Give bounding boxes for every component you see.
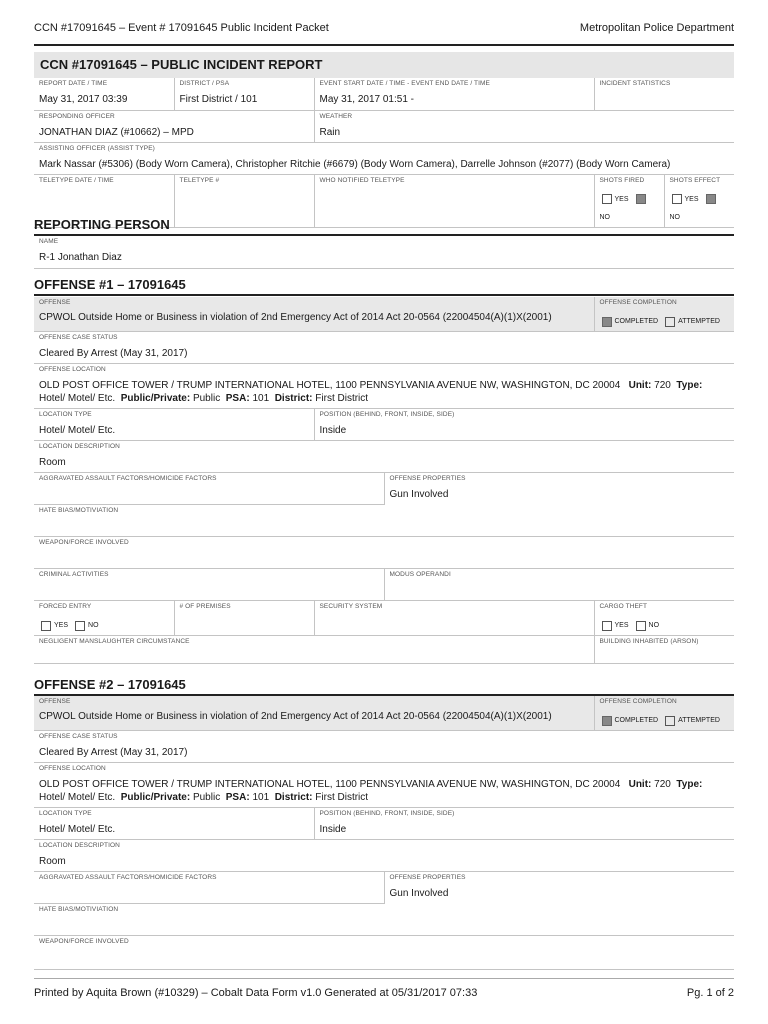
- teletype-dt-label: TELETYPE DATE / TIME: [39, 176, 114, 184]
- weather-label: WEATHER: [319, 112, 353, 120]
- location-type: Hotel/ Motel/ Etc.: [39, 425, 116, 436]
- hate-label: HATE BIAS/MOTIVIATION: [39, 906, 119, 913]
- offense-description: CPWOL Outside Home or Business in violation of 2nd Emergency Act of 2014 Act 20-0564 (22004504(A)(1)X(2001): [39, 312, 552, 323]
- stats-label: INCIDENT STATISTICS: [599, 80, 671, 87]
- header-right: Metropolitan Police Department: [579, 22, 734, 34]
- shots-fired-label: SHOTS FIRED: [599, 176, 645, 184]
- hate-label: HATE BIAS/MOTIVIATION: [39, 507, 119, 514]
- offense-2-heading: OFFENSE #2 – 17091645: [34, 677, 186, 692]
- modus-label: MODUS OPERANDI: [389, 571, 451, 578]
- district: First District / 101: [179, 94, 258, 105]
- location-description: Room: [39, 457, 66, 468]
- cargo-yes-checkbox[interactable]: [602, 621, 612, 631]
- offense-1-heading: OFFENSE #1 – 17091645: [34, 277, 186, 292]
- status-label: OFFENSE CASE STATUS: [39, 334, 118, 341]
- responding-officer: JONATHAN DIAZ (#10662) – MPD: [39, 126, 194, 138]
- offense-location: OLD POST OFFICE TOWER / TRUMP INTERNATIONAL HOTEL, 1100 PENNSYLVANIA AVENUE NW, WASHINGTON, DC 20004 Unit: 720 Type: Hotel/ Motel/ Etc. Public/Private: Public PSA: 101 District: First District: [39, 779, 703, 803]
- location-description: Room: [39, 856, 66, 867]
- page-header: [34, 22, 734, 38]
- weapon-label: WEAPON/FORCE INVOLVED: [39, 938, 129, 945]
- officer-label: RESPONDING OFFICER: [39, 112, 115, 120]
- case-status: Cleared By Arrest (May 31, 2017): [39, 747, 188, 758]
- report-title: CCN #17091645 – PUBLIC INCIDENT REPORT: [40, 57, 323, 72]
- case-status: Cleared By Arrest (May 31, 2017): [39, 348, 188, 359]
- agg-label: AGGRAVATED ASSAULT FACTORS/HOMICIDE FACTORS: [39, 874, 217, 881]
- assist-label: ASSISTING OFFICER (ASSIST TYPE): [39, 144, 155, 152]
- shots-fired-no-checkbox[interactable]: [636, 194, 646, 204]
- forced-entry-yes-checkbox[interactable]: [41, 621, 51, 631]
- report-summary-table: REPORT DATE / TIME May 31, 2017 03:39 DISTRICT / PSA First District / 101 EVENT START DATE / TIME - EVENT END DATE / TIME May 31, 2017 01:51 - INCIDENT STATISTICS RESPONDING OFFICER JONATHAN DIAZ (#10662) – MPD WEATHER Rain ASSISTING OFFICER (ASSIST TYPE) Mark Nassar (#5306) (Body Worn Camera), Christopher Ritchie (#6679) (Body Worn Camera), Darrelle Johnson (#2077) (Body Worn Camera) TELETYPE DATE / TIME TELETYPE # WHO NOTIFIED TELETYPE SHOTS FIRED YESNO SHOTS EFFECT YESNO: [34, 78, 734, 228]
- shots-effect-label: SHOTS EFFECT: [669, 176, 721, 184]
- reporting-person-table: [34, 236, 734, 269]
- loc-type-label: LOCATION TYPE: [39, 810, 92, 817]
- header-rule: [34, 44, 734, 46]
- offense-1-section: [34, 276, 734, 296]
- forced-entry-label: FORCED ENTRY: [39, 603, 92, 610]
- location-type: Hotel/ Motel/ Etc.: [39, 824, 116, 835]
- offense-location: OLD POST OFFICE TOWER / TRUMP INTERNATIONAL HOTEL, 1100 PENNSYLVANIA AVENUE NW, WASHINGTON, DC 20004 Unit: 720 Type: Hotel/ Motel/ Etc. Public/Private: Public PSA: 101 District: First District: [39, 380, 703, 404]
- position: Inside: [319, 824, 347, 835]
- position-label: POSITION (BEHIND, FRONT, INSIDE, SIDE): [319, 411, 455, 418]
- completion-label: OFFENSE COMPLETION: [599, 299, 677, 306]
- offense-properties: Gun Involved: [389, 489, 449, 500]
- location-label: OFFENSE LOCATION: [39, 765, 106, 772]
- location-label: OFFENSE LOCATION: [39, 366, 106, 373]
- assisting-officers: Mark Nassar (#5306) (Body Worn Camera), Christopher Ritchie (#6679) (Body Worn Camera), Darrelle Johnson (#2077) (Body Worn Camera): [39, 158, 671, 170]
- status-label: OFFENSE CASE STATUS: [39, 733, 118, 740]
- offense-label: OFFENSE: [39, 698, 71, 705]
- offense-description: CPWOL Outside Home or Business in violation of 2nd Emergency Act of 2014 Act 20-0564 (22004504(A)(1)X(2001): [39, 711, 552, 722]
- offense-label: OFFENSE: [39, 299, 71, 306]
- district-label: DISTRICT / PSA: [179, 80, 230, 87]
- offense-2-section: [34, 676, 734, 696]
- event-dt: May 31, 2017 01:51 -: [319, 94, 415, 105]
- loc-desc-label: LOCATION DESCRIPTION: [39, 443, 120, 450]
- props-label: OFFENSE PROPERTIES: [389, 874, 466, 881]
- reporting-person-section: [34, 216, 734, 236]
- loc-desc-label: LOCATION DESCRIPTION: [39, 842, 120, 849]
- position-label: POSITION (BEHIND, FRONT, INSIDE, SIDE): [319, 810, 455, 817]
- weapon-label: WEAPON/FORCE INVOLVED: [39, 539, 129, 546]
- criminal-label: CRIMINAL ACTIVITIES: [39, 571, 109, 578]
- teletype-no-label: TELETYPE #: [179, 176, 220, 184]
- cargo-no-checkbox[interactable]: [636, 621, 646, 631]
- premises-label: # OF PREMISES: [179, 603, 231, 610]
- offense-2-table: OFFENSE CPWOL Outside Home or Business in violation of 2nd Emergency Act of 2014 Act 20-0564 (22004504(A)(1)X(2001) OFFENSE COMPLETION COMPLETED ATTEMPTED OFFENSE CASE STATUS Cleared By Arrest (May 31, 2017) OFFENSE LOCATION OLD POST OFFICE TOWER / TRUMP INTERNATIONAL HOTEL, 1100 PENNSYLVANIA AVENUE NW, WASHINGTON, DC 20004 Unit: 720 Type: Hotel/ Motel/ Etc. Public/Private: Public PSA: 101 District: First District LOCATION TYPE Hotel/ Motel/ Etc. POSITION (BEHIND, FRONT, INSIDE, SIDE) Inside LOCATION DESCRIPTION Room AGGRAVATED ASSAULT FACTORS/HOMICIDE FACTORS OFFENSE PROPERTIES Gun Involved HATE BIAS/MOTIVIATION WEAPON/FORCE INVOLVED: [34, 696, 734, 970]
- shots-effect-no-checkbox[interactable]: [706, 194, 716, 204]
- completion-label: OFFENSE COMPLETION: [599, 698, 677, 705]
- footer-rule: [34, 978, 734, 979]
- page-footer: [34, 987, 734, 1001]
- footer-left: Printed by Aquita Brown (#10329) – Cobalt Data Form v1.0 Generated at 05/31/2017 07:33: [34, 987, 478, 999]
- offense-properties: Gun Involved: [389, 888, 449, 899]
- report-dt-label: REPORT DATE / TIME: [39, 80, 108, 87]
- attempted-checkbox[interactable]: [665, 716, 675, 726]
- building-label: BUILDING INHABITED (ARSON): [599, 638, 699, 645]
- weather: Rain: [319, 126, 341, 138]
- reporting-person-name: R-1 Jonathan Diaz: [39, 252, 122, 263]
- report-dt: May 31, 2017 03:39: [39, 94, 128, 105]
- event-label: EVENT START DATE / TIME - EVENT END DATE / TIME: [319, 80, 490, 87]
- position: Inside: [319, 425, 347, 436]
- completed-checkbox[interactable]: [602, 317, 612, 327]
- name-label: NAME: [39, 238, 59, 245]
- report-title-bar: [34, 52, 734, 78]
- loc-type-label: LOCATION TYPE: [39, 411, 92, 418]
- shots-fired-yes-checkbox[interactable]: [602, 194, 612, 204]
- reporting-person-heading: REPORTING PERSON: [34, 217, 170, 232]
- header-left: CCN #17091645 – Event # 17091645 Public Incident Packet: [34, 22, 329, 34]
- page-number: Pg. 1 of 2: [686, 987, 734, 999]
- security-label: SECURITY SYSTEM: [319, 603, 383, 610]
- cargo-label: CARGO THEFT: [599, 603, 648, 610]
- offense-1-table: OFFENSE CPWOL Outside Home or Business in violation of 2nd Emergency Act of 2014 Act 20-0564 (22004504(A)(1)X(2001) OFFENSE COMPLETION COMPLETED ATTEMPTED OFFENSE CASE STATUS Cleared By Arrest (May 31, 2017) OFFENSE LOCATION OLD POST OFFICE TOWER / TRUMP INTERNATIONAL HOTEL, 1100 PENNSYLVANIA AVENUE NW, WASHINGTON, DC 20004 Unit: 720 Type: Hotel/ Motel/ Etc. Public/Private: Public PSA: 101 District: First District LOCATION TYPE Hotel/ Motel/ Etc. POSITION (BEHIND, FRONT, INSIDE, SIDE) Inside LOCATION DESCRIPTION Room AGGRAVATED ASSAULT FACTORS/HOMICIDE FACTORS OFFENSE PROPERTIES Gun Involved HATE BIAS/MOTIVIATION WEAPON/FORCE INVOLVED CRIMINAL ACTIVITIES MODUS OPERANDI FORCED ENTRY YES NO # OF PREMISES SECURITY SYSTEM CARGO THEFT YES NO NEGLIGENT MANSLAUGHTER CIRCUMSTANCE BUILDING INHABITED (ARSON): [34, 297, 734, 664]
- completed-checkbox[interactable]: [602, 716, 612, 726]
- neg-label: NEGLIGENT MANSLAUGHTER CIRCUMSTANCE: [39, 638, 190, 645]
- agg-label: AGGRAVATED ASSAULT FACTORS/HOMICIDE FACTORS: [39, 475, 217, 482]
- props-label: OFFENSE PROPERTIES: [389, 475, 466, 482]
- forced-entry-no-checkbox[interactable]: [75, 621, 85, 631]
- attempted-checkbox[interactable]: [665, 317, 675, 327]
- shots-effect-yes-checkbox[interactable]: [672, 194, 682, 204]
- notified-label: WHO NOTIFIED TELETYPE: [319, 176, 405, 184]
